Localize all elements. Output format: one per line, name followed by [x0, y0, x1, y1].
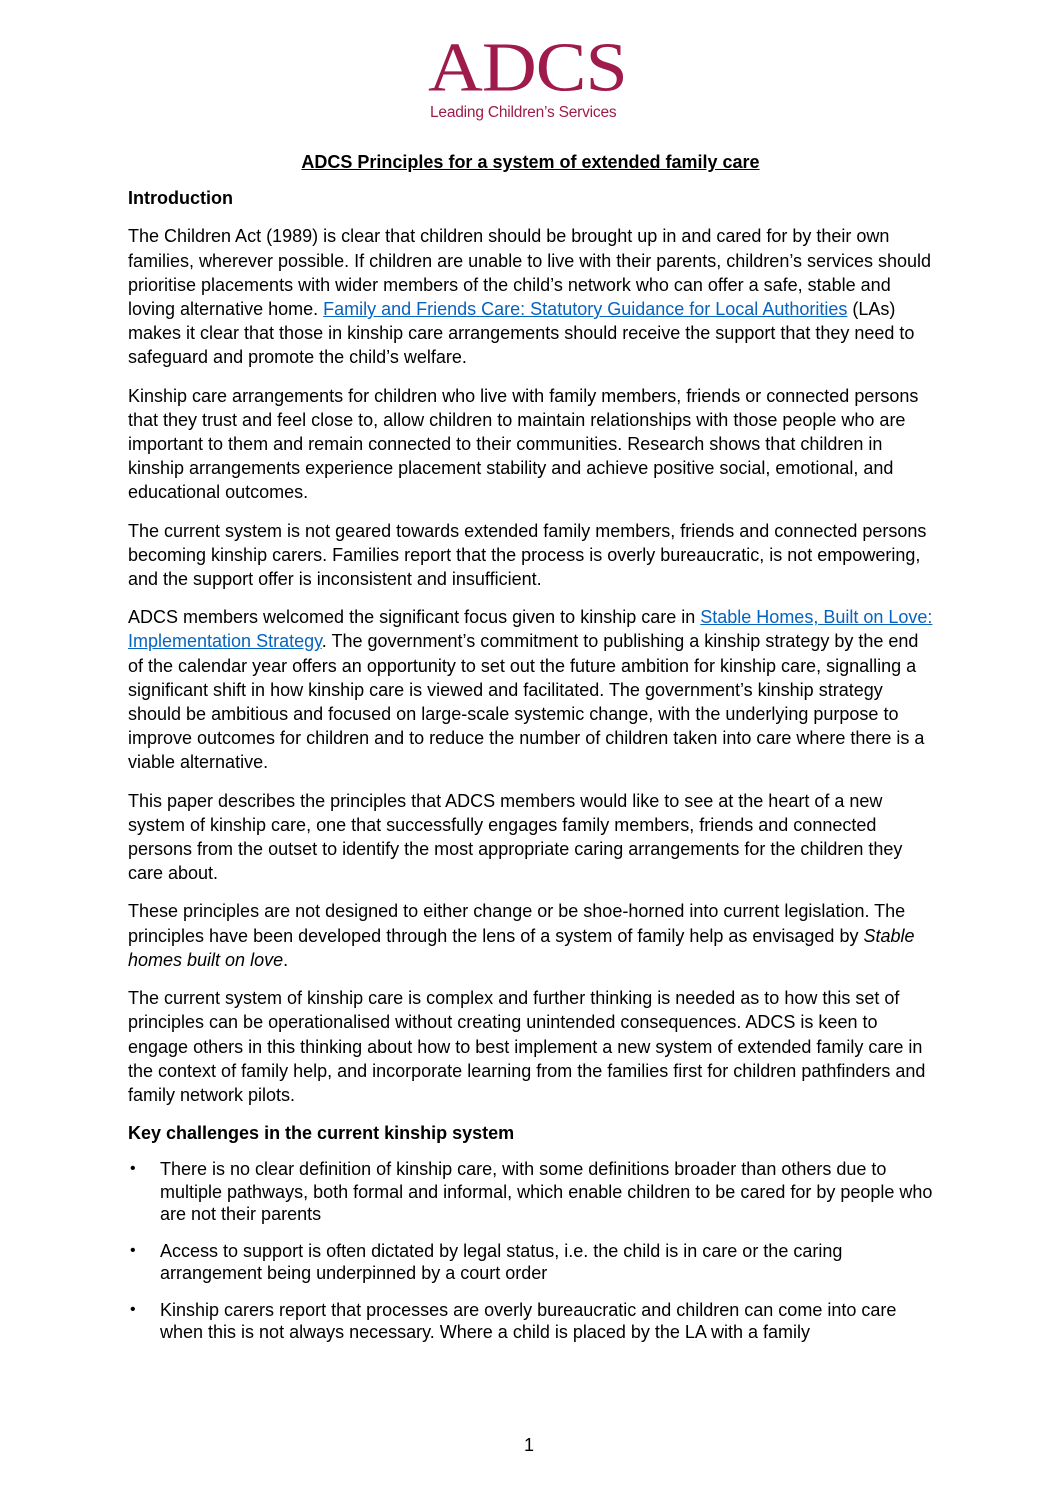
paragraph-text: These principles are not designed to either change or be shoe-horned into current legislation. The principles have been developed through the lens of a system of family help as envisaged by: [128, 901, 906, 946]
list-item: [128, 1299, 933, 1344]
list-item: [128, 1158, 933, 1226]
paragraph-text: ADCS members welcomed the significant focus given to kinship care in: [128, 607, 701, 628]
challenges-list: [128, 1158, 933, 1344]
list-item-text: There is no clear definition of kinship care, with some definitions broader than others due to multiple pathways, both formal and informal, which enable children to be cared for by people who are not their parents: [160, 1159, 933, 1225]
logo-mark: ADCS: [428, 28, 627, 106]
paragraph-text: The Children Act (1989) is clear that children should be brought up in and cared for by their own families, wherever possible. If children are unable to live with their parents, children’s services should prioritise placements with wider members of the child’s network who can offer a safe, stable and loving alternative home.: [128, 226, 932, 320]
bullet-icon: •: [130, 1241, 136, 1259]
bullet-icon: •: [130, 1300, 136, 1318]
adcs-logo: [428, 28, 628, 122]
paragraph-complex-system: The current system of kinship care is complex and further thinking is needed as to how this set of principles can be operationalised without creating unintended consequences. ADCS is keen to engage others in this thinking about how to best implement a new system of extended family care in the context of family help, and incorporate learning from the families first for children pathfinders and family network pilots.: [128, 988, 926, 1105]
bullet-icon: •: [130, 1160, 136, 1178]
paragraph-text: . The government’s commitment to publishing a kinship strategy by the end of the calendar year offers an opportunity to set out the future ambition for kinship care, signalling a significant shift in how kinship care is viewed and facilitated. The government’s kinship strategy should be ambitious and focused on large-scale systemic change, with the underlying purpose to improve outcomes for children and to reduce the number of children taken into care where there is a viable alternative.: [128, 631, 925, 773]
paragraph-kinship-arrangements: Kinship care arrangements for children who live with family members, friends or connected persons that they trust and feel close to, allow children to maintain relationships with those people who are important to them and remain connected to their communities. Research shows that children in kinship arrangements experience placement stability and achieve positive social, emotional, and educational outcomes.: [128, 385, 919, 503]
page-number: 1: [523, 1435, 534, 1455]
list-item: [128, 1240, 933, 1285]
statutory-guidance-link[interactable]: Family and Friends Care: Statutory Guidance for Local Authorities: [323, 299, 848, 320]
paragraph-this-paper: This paper describes the principles that ADCS members would like to see at the heart of a new system of kinship care, one that successfully engages family members, friends and connected persons from the outset to identify the most appropriate caring arrangements for the children they care about.: [128, 790, 903, 884]
paragraph-adcs-members: [128, 605, 933, 774]
document-body: [128, 150, 933, 1358]
key-challenges-heading: Key challenges in the current kinship system: [128, 1123, 515, 1144]
stable-homes-link[interactable]: Stable Homes, Built on Love: Implementation Strategy: [128, 607, 933, 652]
paragraph-children-act: [128, 224, 933, 369]
list-item-text: Access to support is often dictated by legal status, i.e. the child is in care or the caring arrangement being underpinned by a court order: [160, 1240, 843, 1284]
paragraph-principles: [128, 899, 933, 972]
document-title: ADCS Principles for a system of extended family care: [301, 152, 760, 172]
introduction-heading: Introduction: [128, 188, 233, 209]
italic-title: Stable homes built on love: [128, 925, 915, 970]
paragraph-text: .: [283, 949, 289, 970]
logo-tagline: Leading Children’s Services: [430, 104, 617, 121]
list-item-text: Kinship carers report that processes are overly bureaucratic and children can come into care when this is not always necessary. Where a child is placed by the LA with a family: [160, 1299, 897, 1343]
paragraph-text: (LAs) makes it clear that those in kinship care arrangements should receive the support that they need to safeguard and promote the child’s welfare.: [128, 299, 915, 368]
paragraph-current-system: The current system is not geared towards extended family members, friends and connected persons becoming kinship carers. Families report that the process is overly bureaucratic, is not empowering, and the support offer is inconsistent and insufficient.: [128, 520, 927, 590]
